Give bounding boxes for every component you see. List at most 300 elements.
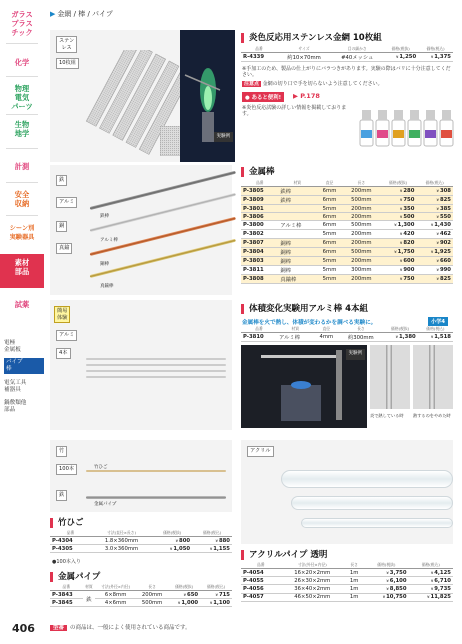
acrylic-rows (241, 569, 453, 602)
yen-icon: ¥ (430, 54, 434, 59)
size-cell: 1.8×360mm (91, 537, 152, 545)
flame-mesh-caution: 注意点 金網の切り口で手を切らないよう注意してください。 (244, 81, 383, 87)
breadcrumb-item[interactable]: 金網 (57, 10, 72, 18)
bamboo-stick-illustration (86, 470, 226, 472)
caption-brass-rod: 真鍮棒 (100, 284, 114, 289)
price-cell: ¥600 (380, 256, 417, 265)
col-header: 材質 (277, 326, 313, 333)
length-cell: 1m (344, 577, 364, 585)
sidebar-item-glass[interactable]: ガラス プラス チック (11, 10, 33, 37)
yen-icon: ¥ (399, 239, 403, 245)
material-cell (278, 213, 316, 221)
product-code: P-3803 (241, 256, 278, 265)
sidebar-item-materials[interactable]: 素材 部品 (0, 254, 44, 288)
col-header: 目の細かさ (331, 46, 383, 53)
acrylic-title: アクリルパイプ 透明 (241, 550, 327, 560)
diameter-cell: 6mm (316, 196, 343, 205)
col-header: 直径 (313, 326, 339, 333)
flame-photo (180, 30, 235, 162)
aluminum-rod-illustration (86, 358, 226, 360)
table-row[interactable] (50, 545, 232, 553)
sidebar-divider (6, 43, 38, 44)
diameter-cell: 6mm (316, 221, 343, 230)
yen-icon: ¥ (399, 275, 403, 281)
breadcrumb (50, 9, 113, 19)
price-cell: ¥1,250 (383, 53, 418, 62)
caption-heating: 炎で熱している時 (370, 413, 404, 418)
example-tag: 実験例 (346, 349, 366, 360)
tip-page-link[interactable]: ▶ P.178 (293, 92, 320, 100)
volume-rod-title: 体積変化実験用アルミ棒 4本組 (241, 304, 368, 314)
metal-pipe-table (50, 584, 232, 607)
col-header: 価格(税抜) (152, 530, 192, 537)
price-cell: ¥1,380 (383, 333, 418, 342)
yen-icon: ¥ (175, 537, 179, 543)
breadcrumb-separator: / (73, 10, 79, 18)
image-tag-iron-pipe: 鉄 (56, 490, 67, 501)
metal-pipe-title: 金属パイプ (50, 572, 100, 582)
acrylic-pipe-illustration (301, 518, 453, 528)
product-code: P-4055 (241, 577, 280, 585)
table-row[interactable] (50, 599, 232, 607)
category-sidebar (0, 0, 44, 644)
col-header: 価格(税込) (192, 530, 232, 537)
table-row[interactable] (241, 230, 453, 238)
metal-pipe-illustration (86, 496, 226, 499)
yen-icon: ¥ (394, 222, 397, 228)
flame-mesh-table (241, 46, 453, 62)
sidebar-divider (6, 148, 38, 149)
image-tag-simple: 簡易 体験 (54, 306, 70, 323)
col-header: 材質 (278, 180, 316, 187)
col-header: 長さ (339, 326, 382, 333)
table-row[interactable] (241, 593, 453, 601)
breadcrumb-separator: / (87, 10, 93, 18)
product-code: P-3801 (241, 205, 278, 213)
yen-icon: ¥ (436, 239, 439, 245)
table-row[interactable] (50, 537, 232, 545)
price-cell: ¥280 (380, 187, 417, 196)
price-cell: ¥800 (152, 537, 192, 545)
table-row[interactable] (241, 247, 453, 256)
image-tag-aluminum-set: アルミ (56, 330, 77, 341)
price-tax-cell: ¥1,518 (418, 333, 453, 342)
image-tag-10-pieces: 10枚組 (56, 58, 79, 69)
product-code: P-3806 (241, 213, 278, 221)
product-code: P-3843 (50, 591, 83, 599)
metal-rod-rows (241, 187, 453, 284)
length-cell: 200mm (343, 213, 380, 221)
length-cell: 1m (344, 569, 364, 577)
acrylic-image-panel (241, 440, 453, 544)
acrylic-pipe-illustration (291, 496, 453, 510)
price-tax-cell: ¥902 (416, 238, 453, 247)
page-number: 406 (12, 622, 35, 635)
flame-mesh-note: ※手加工のため、製品の仕上がりにバラつきがあります。実験の際はバリに十分注意してください。 (242, 66, 451, 79)
yen-icon: ¥ (183, 591, 187, 597)
image-tag-bamboo: 竹 (56, 446, 67, 457)
metal-rod-table (241, 180, 453, 284)
yen-icon: ¥ (399, 188, 403, 193)
image-tag-100-pieces: 100本 (56, 464, 77, 475)
length-cell: 300mm (343, 265, 380, 274)
price-cell: ¥650 (168, 591, 200, 599)
yen-icon: ¥ (386, 577, 389, 583)
col-header: 寸法(外径×内径) (280, 562, 344, 569)
sidebar-item-measure[interactable]: 計測 (14, 162, 30, 171)
price-cell: ¥3,750 (364, 569, 408, 577)
length-cell: 200mm (343, 205, 380, 213)
yen-icon: ¥ (399, 230, 403, 236)
length-cell: 200mm (343, 256, 380, 265)
diameter-cell: 6mm (316, 247, 343, 256)
product-code: P-3809 (241, 196, 278, 205)
yen-icon: ¥ (399, 197, 403, 202)
col-header: 価格(税抜) (380, 180, 417, 187)
yen-icon: ¥ (399, 213, 403, 219)
length-cell: 200mm (343, 187, 380, 196)
length-cell: 500mm (343, 221, 380, 230)
table-row[interactable] (241, 187, 453, 196)
table-row[interactable] (241, 196, 453, 205)
product-code: P-4057 (241, 593, 280, 601)
model-badge: 型番 (50, 625, 67, 631)
length-cell: 200mm (343, 230, 380, 238)
image-tag-aluminum: アルミ (56, 197, 77, 208)
bamboo-pipe-image-panel (50, 440, 232, 512)
material-cell: 銅棒 (278, 256, 316, 265)
yen-icon: ¥ (436, 257, 439, 263)
yen-icon: ¥ (215, 591, 218, 597)
col-header: 品番 (241, 180, 278, 187)
price-cell: ¥8,850 (364, 585, 408, 593)
price-tax-cell: ¥1,100 (200, 599, 232, 607)
sidebar-item-scenes[interactable]: シーン別 実験器具 (9, 225, 35, 241)
image-tag-brass: 真鍮 (56, 243, 72, 254)
col-header: 直径 (316, 180, 343, 187)
diameter-cell: 5mm (316, 230, 343, 238)
price-cell: ¥1,750 (380, 247, 417, 256)
sidebar-item-physics[interactable]: 物理 電気 パーツ (11, 84, 33, 111)
material-cell: 鉄 (83, 591, 96, 607)
product-code: P-3845 (50, 599, 83, 607)
material-cell: 鉄棒 (278, 196, 316, 205)
yen-icon: ¥ (436, 188, 439, 193)
length-cell: 200mm (343, 238, 380, 247)
caution-icon: 注意点 (244, 81, 260, 87)
bamboo-title: 竹ひご (50, 518, 84, 528)
diameter-cell: 5mm (316, 274, 343, 283)
size-cell: 3.0×360mm (91, 545, 152, 553)
col-header: 価格(税込) (418, 326, 453, 333)
material-cell: 銅棒 (278, 265, 316, 274)
product-code: P-3811 (241, 265, 278, 274)
volume-rod-table (241, 326, 453, 342)
yen-icon: ¥ (430, 569, 434, 575)
diameter-cell: 5mm (316, 256, 343, 265)
diameter-cell: 6mm (316, 213, 343, 221)
product-code: P-3808 (241, 274, 278, 283)
length-cell: 200mm (343, 274, 380, 283)
col-header: 価格(税抜) (383, 46, 418, 53)
aluminum-rod-illustration (90, 193, 236, 232)
product-code: P-4305 (50, 545, 91, 553)
table-row[interactable] (241, 569, 453, 577)
material-cell: 鉄棒 (278, 187, 316, 196)
sidebar-sub-electrode[interactable]: 電極 金属板 (4, 340, 21, 353)
col-header: サイズ (277, 46, 331, 53)
yen-icon: ¥ (209, 545, 213, 551)
breadcrumb-item[interactable]: 棒 (78, 10, 86, 18)
length-cell: 1m (344, 593, 364, 601)
flame-illustration (180, 30, 235, 162)
material-cell: アルミ棒 (277, 333, 313, 342)
yen-icon: ¥ (209, 599, 213, 605)
flame-mesh-title: 炎色反応用ステンレス金網 10枚組 (241, 33, 382, 43)
experiment-photo-b (370, 345, 410, 409)
price-tax-cell: ¥550 (416, 213, 453, 221)
price-tax-cell: ¥4,125 (409, 569, 453, 577)
caption-iron-rod: 鉄棒 (100, 214, 109, 219)
grade-badge: 小学4 (428, 317, 448, 326)
price-tax-cell: ¥825 (416, 196, 453, 205)
yen-icon: ¥ (395, 54, 399, 59)
col-header: 材質 (83, 584, 96, 591)
length-cell: 200mm (136, 591, 168, 599)
lightbulb-icon: ● (245, 95, 250, 101)
brass-rod-illustration (90, 239, 236, 278)
price-cell: ¥6,100 (364, 577, 408, 585)
col-header: 品番 (241, 562, 280, 569)
experiment-photo-a (241, 345, 367, 428)
yen-icon: ¥ (386, 585, 389, 591)
col-header: 長さ (344, 562, 364, 569)
sidebar-item-chemistry[interactable]: 化学 (14, 58, 30, 67)
yen-icon: ¥ (436, 266, 439, 272)
yen-icon: ¥ (386, 569, 389, 575)
size-cell: 16×20×2mm (280, 569, 344, 577)
footer-note: 型番 の商品は、一般によく使用されている商品です。 (50, 623, 191, 631)
material-cell (278, 205, 316, 213)
yen-icon: ¥ (436, 275, 439, 281)
price-cell: ¥750 (380, 196, 417, 205)
metal-rod-image-panel (50, 165, 232, 295)
yen-icon: ¥ (394, 248, 397, 254)
price-cell: ¥500 (380, 213, 417, 221)
col-header: 価格(税込) (416, 180, 453, 187)
table-row[interactable] (50, 591, 232, 599)
product-code: P-4304 (50, 537, 91, 545)
sidebar-divider (6, 114, 38, 115)
table-row[interactable] (241, 585, 453, 593)
diameter-cell: 4mm (313, 333, 339, 342)
price-tax-cell: ¥462 (416, 230, 453, 238)
table-row[interactable] (241, 256, 453, 265)
size-cell: 36×40×2mm (280, 585, 344, 593)
length-cell: 500mm (343, 247, 380, 256)
bamboo-note: ●100本入り (52, 559, 81, 565)
col-header: 品番 (241, 326, 277, 333)
price-tax-cell: ¥660 (416, 256, 453, 265)
price-cell: ¥10,750 (364, 593, 408, 601)
yen-icon: ¥ (430, 585, 434, 591)
yen-icon: ¥ (436, 213, 439, 219)
reagent-bottles-illustration (358, 102, 456, 152)
sidebar-sub-parts[interactable]: 鍋敷類他 部品 (4, 400, 27, 413)
caption-aluminum-rod: アルミ棒 (100, 238, 118, 243)
price-tax-cell: ¥1,430 (416, 221, 453, 230)
yen-icon: ¥ (382, 594, 386, 600)
table-row[interactable] (241, 577, 453, 585)
price-tax-cell: ¥825 (416, 274, 453, 283)
caption-cooling: 熱するのをやめた時 (413, 413, 451, 418)
size-cell: 6×8mm (95, 591, 136, 599)
image-tag-acrylic: アクリル (247, 446, 274, 457)
table-row[interactable] (241, 274, 453, 283)
diameter-cell: 5mm (316, 265, 343, 274)
sidebar-divider (6, 215, 38, 216)
price-cell: ¥820 (380, 238, 417, 247)
yen-icon: ¥ (399, 205, 403, 211)
col-header: 品番 (50, 530, 91, 537)
caption-bamboo: 竹ひご (94, 465, 108, 470)
price-tax-cell: ¥11,825 (409, 593, 453, 601)
yen-icon: ¥ (395, 334, 398, 339)
aluminum-rod-illustration (86, 370, 226, 372)
col-header: 価格(税抜) (364, 562, 408, 569)
aluminum-set-image-panel (50, 300, 232, 430)
yen-icon: ¥ (169, 545, 173, 551)
size-cell: 約10×70mm (277, 53, 331, 62)
diameter-cell: 6mm (316, 238, 343, 247)
price-tax-cell: ¥1,925 (416, 247, 453, 256)
table-row[interactable] (241, 205, 453, 213)
table-row[interactable] (241, 53, 453, 62)
rod-closeup (386, 345, 392, 409)
size-cell: 4×6mm (95, 599, 136, 607)
price-tax-cell: ¥385 (416, 205, 453, 213)
yen-icon: ¥ (177, 599, 181, 605)
yen-icon: ¥ (427, 594, 430, 600)
col-header: 品番 (241, 46, 277, 53)
yen-icon: ¥ (436, 197, 439, 202)
metal-rod-title: 金属棒 (241, 167, 275, 177)
col-header: 価格(税込) (418, 46, 453, 53)
table-row[interactable] (241, 213, 453, 221)
yen-icon: ¥ (430, 577, 434, 583)
diameter-cell: 5mm (316, 205, 343, 213)
material-cell (278, 230, 316, 238)
sidebar-item-safety[interactable]: 安全 収納 (14, 190, 30, 208)
product-code: P-4054 (241, 569, 280, 577)
col-header: 価格(税抜) (383, 326, 418, 333)
product-code: R-4339 (241, 53, 277, 62)
aluminum-rod-illustration (86, 364, 226, 366)
rod-closeup (429, 345, 435, 409)
col-header: 寸法(直径×長さ) (91, 530, 152, 537)
size-cell: 46×50×2mm (280, 593, 344, 601)
caption-metal-pipe: 金属パイプ (94, 502, 117, 507)
yen-icon: ¥ (399, 257, 403, 263)
sidebar-item-biology[interactable]: 生物 地学 (14, 120, 30, 138)
sidebar-sub-tools[interactable]: 電気工具 補器具 (4, 380, 27, 393)
iron-rod-illustration (90, 171, 236, 210)
price-cell: ¥420 (380, 230, 417, 238)
product-code: P-3802 (241, 230, 278, 238)
table-row[interactable] (241, 333, 453, 342)
length-cell: 約300mm (339, 333, 382, 342)
price-cell: ¥900 (380, 265, 417, 274)
product-code: P-3805 (241, 187, 278, 196)
price-tax-cell: ¥990 (416, 265, 453, 274)
yen-icon: ¥ (430, 248, 434, 254)
volume-rod-subtitle: 金属棒を火で熱し、体積が変わるかを調べる実験に。 (242, 320, 377, 326)
material-cell: 銅棒 (278, 247, 316, 256)
price-tax-cell: ¥715 (200, 591, 232, 599)
col-header: 価格(税込) (409, 562, 453, 569)
product-code: P-3807 (241, 238, 278, 247)
mesh-cell: #40メッシュ (331, 53, 383, 62)
price-cell: ¥750 (380, 274, 417, 283)
caption-copper-rod: 銅棒 (100, 262, 109, 267)
diameter-cell: 6mm (316, 187, 343, 196)
col-header: 価格(税込) (200, 584, 232, 591)
price-cell: ¥350 (380, 205, 417, 213)
experiment-photo-c (413, 345, 453, 409)
yen-icon: ¥ (430, 222, 434, 228)
price-tax-cell: ¥6,710 (409, 577, 453, 585)
product-code: P-3804 (241, 247, 278, 256)
price-tax-cell: ¥1,155 (192, 545, 232, 553)
bamboo-table (50, 530, 232, 553)
product-code: P-3800 (241, 221, 278, 230)
table-row[interactable] (241, 221, 453, 230)
length-cell: 1m (344, 585, 364, 593)
col-header: 寸法(外径×内径) (95, 584, 136, 591)
image-tag-stainless: ステン レス (56, 36, 77, 53)
yen-icon: ¥ (399, 266, 403, 272)
image-tag-copper: 銅 (56, 221, 67, 232)
table-row[interactable] (241, 238, 453, 247)
size-cell: 26×30×2mm (280, 577, 344, 585)
sidebar-sub-pipe-rod[interactable]: パイプ 棒 (4, 358, 44, 374)
length-cell: 500mm (136, 599, 168, 607)
chevron-right-icon: ▶ (50, 10, 56, 18)
price-tax-cell: ¥1,375 (418, 53, 453, 62)
length-cell: 500mm (343, 196, 380, 205)
price-cell: ¥1,050 (152, 545, 192, 553)
col-header: 品番 (50, 584, 83, 591)
acrylic-pipe-illustration (281, 470, 453, 488)
product-code: P-4056 (241, 585, 280, 593)
material-cell: 銅棒 (278, 238, 316, 247)
sidebar-divider (6, 76, 38, 77)
material-cell: アルミ棒 (278, 221, 316, 230)
table-row[interactable] (241, 265, 453, 274)
image-tag-iron: 鉄 (56, 175, 67, 186)
sidebar-item-reagent[interactable]: 試薬 (14, 300, 30, 309)
price-tax-cell: ¥880 (192, 537, 232, 545)
tip-banner: ● あると便利! (242, 92, 284, 102)
breadcrumb-item[interactable]: パイプ (92, 10, 113, 18)
yen-icon: ¥ (436, 205, 439, 211)
example-tag: 実験例 (214, 132, 234, 143)
material-cell: 真鍮棒 (278, 274, 316, 283)
acrylic-table (241, 562, 453, 602)
image-tag-4-pieces: 4本 (56, 348, 71, 359)
aluminum-rod-illustration (86, 376, 226, 378)
sidebar-divider (6, 182, 38, 183)
